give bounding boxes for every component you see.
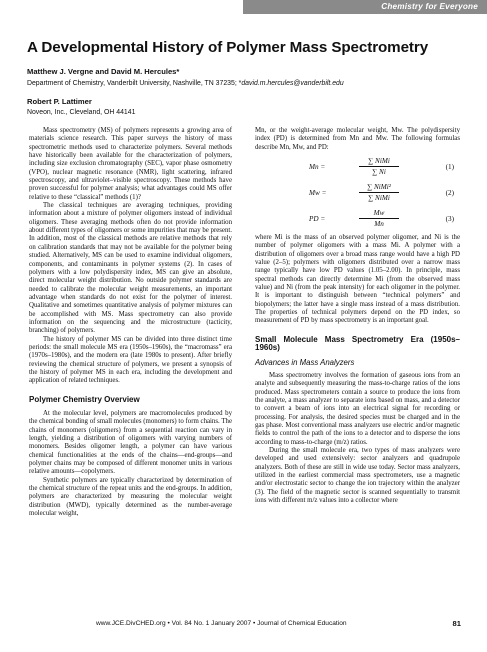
equation-number: (3) — [445, 215, 454, 224]
equation-3 — [255, 208, 460, 230]
equation-numerator: ∑ NiMi² — [359, 182, 399, 193]
subsection-heading: Advances in Mass Analyzers — [255, 357, 355, 367]
equation-lhs: Mn = — [309, 163, 326, 172]
equation-numerator: Mw — [359, 208, 399, 219]
equation-lhs: PD = — [309, 215, 326, 224]
equation-lhs: Mw = — [309, 189, 327, 198]
page-footer — [96, 620, 461, 627]
equation-denominator: ∑ NiMi — [368, 194, 390, 203]
footer-citation: www.JCE.DivCHED.org • Vol. 84 No. 1 January 2007 • Journal of Chemical Education — [96, 620, 347, 627]
author-line: Matthew J. Vergne and David M. Hercules* — [27, 67, 180, 76]
equation-number: (2) — [445, 189, 454, 198]
equation-fraction — [359, 156, 399, 177]
equation-fraction — [359, 208, 399, 229]
paragraph: Mn, or the weight-average molecular weight, Mw. The polydispersity index (PD) is determined from Mn and Mw. The following formulas describe Mn, Mw, and PD: — [255, 127, 460, 151]
equation-2 — [255, 182, 460, 204]
paragraph: Mass spectrometry involves the formation of gaseous ions from an analyte and subsequently measuring the mass-to-charge ratios of the ions produced. Mass spectrometers contain a source to produce the ions from the analyte, a mass analyzer to separate ions based on mass, and a detector to convert a beam of ions into an electrical signal for recording or processing. For analysis, the desired species must be charged and in the gas phase. Most conventional mass analyzers use electric and/or magnetic fields to control the path of the ions to a detector and to disperse the ions according to mass-to-charge (m/z) ratios. — [255, 371, 460, 446]
equation-denominator: Mn — [374, 220, 384, 229]
equation-fraction — [359, 182, 399, 203]
paragraph: During the small molecule era, two types of mass analyzers were developed and used extensively: sector analyzers and quadrupole analyzers. Both of these are still in wide use today. Sector mass analyzers, utilized in the earliest commercial mass spectrometers, use a magnetic and/or electrostatic sector to change the ion trajectory within the analyzer (3). The field of the magnetic sector is scanned sequentially to transmit ions with different m/z values into a collector where — [255, 446, 460, 504]
section-banner: Chemistry for Everyone — [243, 0, 487, 14]
paragraph: Synthetic polymers are typically characterized by determination of the chemical structure of the repeat units and the end-groups. In addition, polymers are characterized by measuring the molecular weight distribution (MWD), typically determined as the number-average molecular weight, — [29, 476, 232, 518]
author-line-2: Robert P. Lattimer — [27, 97, 92, 106]
section-heading: Polymer Chemistry Overview — [29, 394, 140, 404]
section-heading: Small Molecule Mass Spectrometry Era (1950s–1960s) — [255, 334, 460, 353]
right-column — [255, 127, 460, 505]
equation-1 — [255, 156, 460, 178]
affiliation-1-text: Department of Chemistry, Vanderbilt University, Nashville, TN 37235; * — [27, 80, 242, 87]
equation-numerator: ∑ NiMi — [359, 156, 399, 167]
paragraph: At the molecular level, polymers are macromolecules produced by the chemical bonding of small molecules (monomers) to form chains. The chains of monomers (oligomers) from a sequential reaction can vary in length, yielding a distribution of oligomers with varying numbers of monomers. Besides oligomer length, a polymer can have various chemical functionalities at the ends of the chains—end-groups—and polymer chains may be composed of different monomer units in various relative amounts—copolymers. — [29, 410, 232, 476]
paragraph: Mass spectrometry (MS) of polymers represents a growing area of materials science research. This paper surveys the history of mass spectrometric methods used to characterize polymers. Several methods have historically been available for the characterization of polymers, including size exclusion chromatography (SEC), vapor phase osmometry (VPO), nuclear magnetic resonance (NMR), light scattering, infrared spectroscopy, and ultraviolet–visible spectroscopy. These methods have proven successful for polymer analysis; what advantages could MS offer relative to these “classical” methods (1)? — [29, 127, 232, 201]
page-number: 81 — [452, 619, 461, 628]
article-title: A Developmental History of Polymer Mass Spectrometry — [27, 39, 429, 56]
left-column — [29, 127, 232, 518]
affiliation-1 — [27, 80, 344, 87]
paragraph: where Mi is the mass of an observed polymer oligomer, and Ni is the number of polymer oligomers with a mass Mi. A polymer with a distribution of oligomers over a broad mass range would have a high PD value (2–5); polymers with oligomers distributed over a narrow mass range typically have low PD values (1.05–2.00). In principle, mass spectral methods can directly determine Mi (from the observed mass value) and Ni (from the peak intensity) for each oligomer in the polymer. It is important to distinguish between “technical polymers” and biopolymers; the latter have a single mass instead of a mass distribution. The properties of technical polymers depend on the PD index, so measurement of PD by mass spectrometry is an important goal. — [255, 234, 460, 325]
paragraph: The history of polymer MS can be divided into three distinct time periods: the small molecule MS era (1950s–1960s), the “macromass” era (1970s–1980s), and the modern era (late 1980s to present). After briefly reviewing the chemical structure of polymers, we present a synopsis of the history of polymer MS in each era, including the development and application of related techniques. — [29, 335, 232, 385]
paragraph: The classical techniques are averaging techniques, providing information about a mixture of polymer oligomers instead of individual oligomers. These averaging methods often do not provide information about different types of oligomers or some impurities that may be present. In addition, most of the classical methods are relative methods that rely on calibration standards that may not be available for the polymer being studied. Alternatively, MS can be used to examine individual oligomers, components, and contaminants in polymer systems (2). In cases of polymers with a low polydispersity index, MS can give an absolute, direct molecular weight distribution. No outside polymer standards are needed to calibrate the molecular weight measurements, an important advantage when standards do not exist for the polymer of interest. Qualitative and sometimes quantitative analysis of polymer mixtures can be accomplished with MS. Mass spectrometry can also provide information on the sequencing and the microstructure (tacticity, branching) of polymers. — [29, 202, 232, 335]
equation-denominator: ∑ Ni — [372, 168, 386, 177]
equation-number: (1) — [445, 163, 454, 172]
affiliation-2: Noveon, Inc., Cleveland, OH 44141 — [27, 109, 136, 116]
author-email[interactable]: david.m.hercules@vanderbilt.edu — [241, 80, 344, 87]
